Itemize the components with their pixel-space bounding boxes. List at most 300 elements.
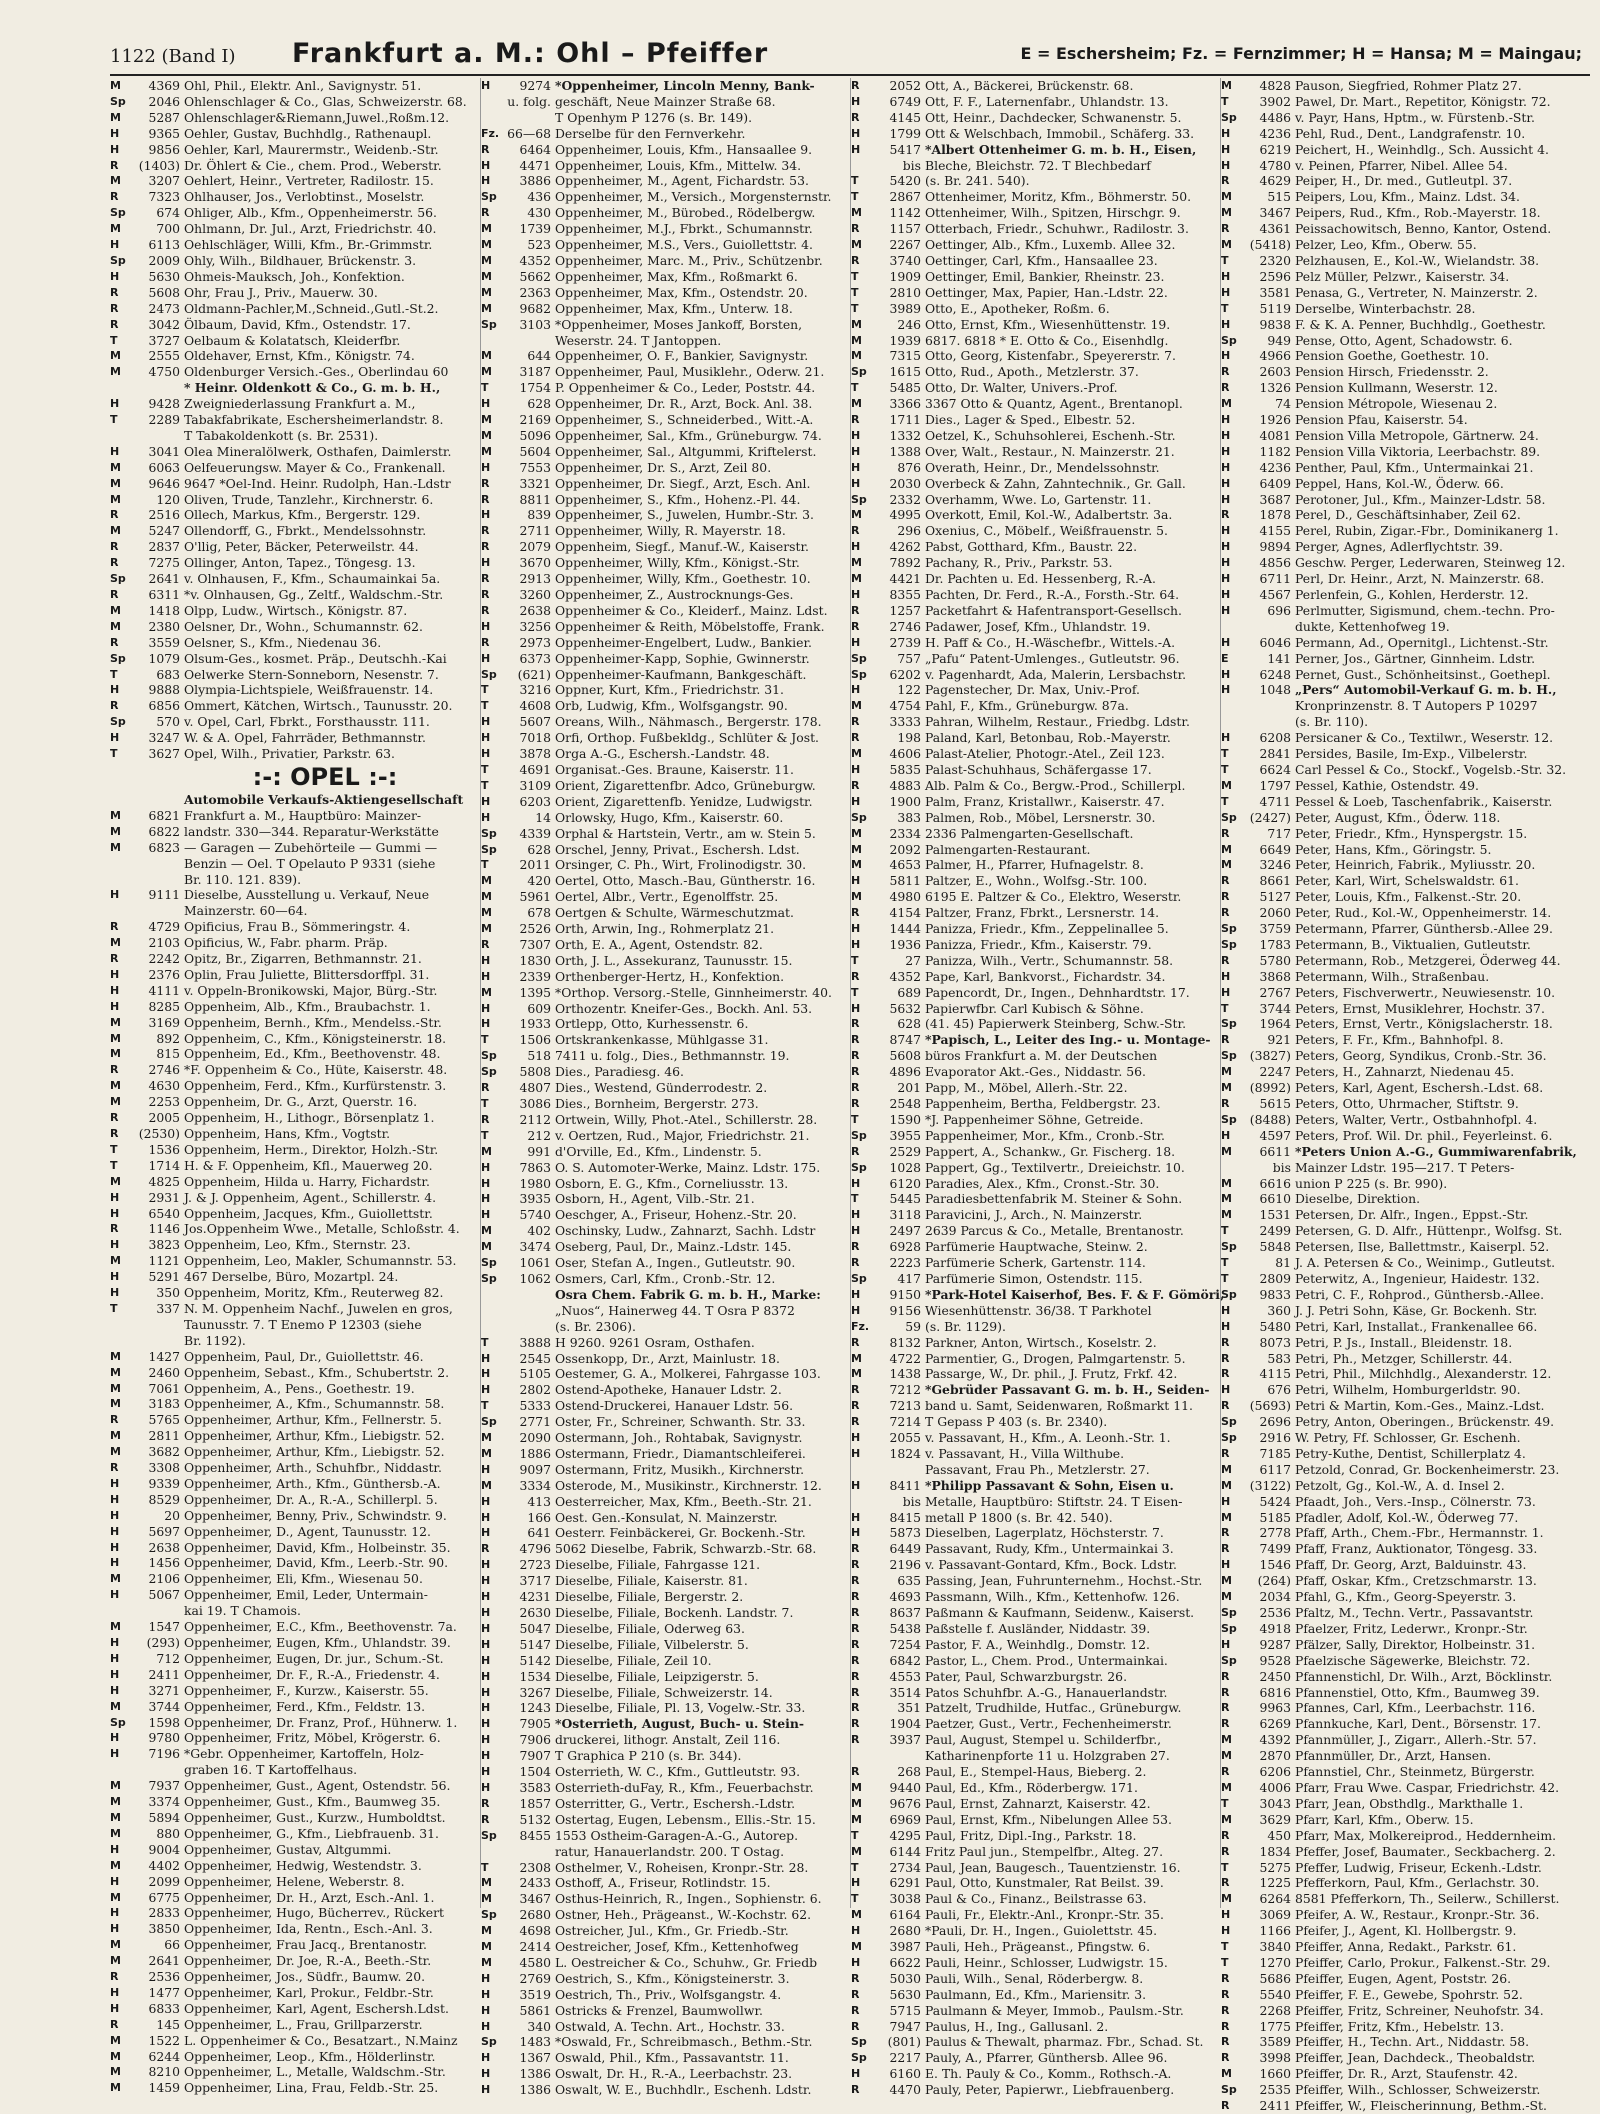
- phone-number: 198: [897, 730, 921, 746]
- directory-entry: [851, 1398, 1207, 1414]
- entry-text: Oppenheimer & Co., Kleiderf., Mainz. Ldst.: [555, 602, 828, 618]
- entry-text: Paul, Ernst, Kfm., Nibelungen Allee 53.: [925, 1811, 1172, 1827]
- directory-entry: [851, 810, 1207, 826]
- exchange-code: H: [851, 1176, 861, 1190]
- directory-entry: [110, 1126, 466, 1142]
- exchange-code: [110, 1762, 134, 1778]
- exchange-code: H: [481, 969, 491, 983]
- directory-entry: [110, 1253, 466, 1269]
- exchange-code: R: [851, 1765, 860, 1779]
- phone-number: [505, 1303, 555, 1319]
- exchange-code: Sp: [1221, 333, 1237, 347]
- entry-text: Paltzer, Franz, Fbrkt., Lersnerstr. 14.: [925, 905, 1160, 921]
- directory-entry: [110, 2017, 466, 2033]
- entry-text: Pfannmüller, Dr., Arzt, Hansen.: [1295, 1748, 1492, 1764]
- entry-text: Oelbaum & Kolatatsch, Kleiderfbr.: [184, 332, 401, 348]
- directory-entry: [110, 1094, 466, 1110]
- exchange-code: R: [481, 540, 490, 554]
- exchange-code: [481, 333, 505, 349]
- exchange-code: M: [110, 492, 121, 506]
- directory-entry: [481, 1462, 837, 1478]
- directory-entry: [110, 317, 466, 333]
- phone-number: 2723: [519, 1557, 551, 1573]
- entry-text: Panizza, Friedr., Kfm., Kaiserstr. 79.: [925, 936, 1152, 952]
- entry-text: Pessel, Kathie, Ostendstr. 49.: [1295, 777, 1480, 793]
- entry-text: Oldehaver, Ernst, Kfm., Königstr. 74.: [184, 348, 415, 364]
- exchange-code: Sp: [1221, 1112, 1237, 1126]
- directory-entry: [851, 857, 1207, 873]
- entry-text: Petzolt, Gg., Kol.-W., A. d. Insel 2.: [1295, 1477, 1505, 1493]
- exchange-code: H: [851, 588, 861, 601]
- exchange-code: M: [481, 985, 492, 999]
- directory-entry: [1221, 698, 1593, 714]
- exchange-code: H: [851, 428, 861, 442]
- phone-number: 2536: [1259, 1605, 1291, 1620]
- directory-entry: [110, 507, 466, 523]
- phone-number: 8411: [889, 1477, 921, 1493]
- exchange-code: H: [110, 1985, 120, 1999]
- phone-number: 3987: [889, 1939, 921, 1955]
- directory-entry: [110, 1396, 466, 1412]
- directory-entry: [851, 1319, 1207, 1335]
- directory-entry: [851, 651, 1207, 667]
- phone-number: 4729: [148, 919, 180, 935]
- directory-entry: [110, 173, 466, 189]
- directory-entry: [481, 1764, 837, 1780]
- directory-entry: [110, 460, 466, 476]
- phone-number: 1939: [889, 332, 921, 348]
- phone-number: 2433: [519, 1875, 551, 1891]
- exchange-code: R: [481, 476, 490, 490]
- exchange-code: H: [481, 1621, 491, 1635]
- directory-entry: [110, 380, 466, 396]
- entry-text: *Papisch, L., Leiter des Ing.- u. Montage-: [925, 1032, 1211, 1048]
- phone-number: 4553: [889, 1668, 921, 1684]
- phone-number: 5608: [889, 1048, 921, 1064]
- directory-entry: [851, 1271, 1207, 1287]
- phone-number: 8073: [1259, 1334, 1291, 1350]
- exchange-code: H: [481, 79, 491, 92]
- exchange-code: Sp: [481, 842, 497, 856]
- phone-number: 9365: [148, 125, 180, 141]
- directory-entry: [110, 903, 466, 919]
- phone-number: 2460: [148, 1364, 180, 1380]
- directory-entry: [481, 953, 837, 969]
- exchange-code: [851, 1494, 875, 1510]
- directory-entry: [110, 1635, 466, 1651]
- exchange-code: H: [481, 460, 491, 474]
- entry-text: Paradies, Alex., Kfm., Cronst.-Str. 30.: [925, 1175, 1160, 1191]
- entry-text: Oppenheimer, Willy, R. Mayerstr. 18.: [555, 523, 786, 539]
- directory-entry: [481, 2019, 837, 2035]
- entry-text: Palm, Franz, Kristallwr., Kaiserstr. 47.: [925, 793, 1165, 809]
- entry-text: T Graphica P 210 (s. Br. 344).: [555, 1748, 742, 1764]
- exchange-code: R: [1221, 174, 1230, 188]
- directory-entry: [110, 967, 466, 983]
- entry-text: Oppenheim, H., Lithogr., Börsenplatz 1.: [184, 1110, 435, 1126]
- entry-text: T Openhym P 1276 (s. Br. 149).: [555, 109, 753, 125]
- entry-text: Pachany, R., Priv., Parkstr. 53.: [925, 555, 1113, 571]
- exchange-code: H: [481, 953, 491, 967]
- exchange-code: T: [110, 413, 118, 427]
- directory-entry: [481, 317, 837, 333]
- phone-number: 641: [527, 1525, 551, 1541]
- directory-entry: [110, 730, 466, 746]
- phone-number: 1142: [889, 205, 921, 221]
- phone-number: 4693: [889, 1589, 921, 1605]
- directory-entry: [110, 285, 466, 301]
- phone-number: 1711: [889, 412, 921, 428]
- directory-entry: [481, 921, 837, 937]
- directory-entry: [1221, 1764, 1593, 1780]
- entry-text: Oppenheim, Moritz, Kfm., Reuterweg 82.: [184, 1285, 444, 1301]
- exchange-code: M: [851, 397, 862, 411]
- phone-number: 3840: [1259, 1939, 1291, 1955]
- entry-text: Opel, Wilh., Privatier, Parkstr. 63.: [184, 746, 395, 762]
- phone-number: 340: [527, 2018, 551, 2034]
- exchange-code: Sp: [110, 572, 126, 586]
- entry-text: Ölbaum, David, Kfm., Ostendstr. 17.: [184, 316, 411, 332]
- entry-text: Oppenheimer, Gust., Agent, Ostendstr. 56.: [184, 1778, 451, 1794]
- phone-number: [134, 856, 184, 872]
- phone-number: 337: [156, 1300, 180, 1316]
- entry-text: Patos Schuhfbr. A.-G., Hanauerlandstr.: [925, 1684, 1168, 1700]
- directory-entry: [110, 999, 466, 1015]
- exchange-code: M: [110, 1095, 121, 1109]
- directory-entry: [110, 1730, 466, 1746]
- exchange-code: R: [851, 1685, 860, 1699]
- directory-entry: [481, 1494, 837, 1510]
- exchange-code: R: [1221, 2051, 1230, 2065]
- phone-number: 4339: [519, 825, 551, 841]
- exchange-code: H: [1221, 413, 1231, 427]
- exchange-code: M: [110, 476, 121, 490]
- phone-number: 4856: [1259, 555, 1291, 571]
- directory-entry: [851, 173, 1207, 189]
- directory-entry: [481, 1303, 837, 1319]
- phone-number: 2034: [1259, 1589, 1291, 1605]
- phone-number: 1534: [519, 1668, 551, 1684]
- directory-entry: [851, 78, 1207, 94]
- phone-number: 6928: [889, 1239, 921, 1255]
- phone-number: 7196: [148, 1746, 180, 1762]
- phone-number: 1438: [889, 1366, 921, 1382]
- exchange-code: R: [1221, 826, 1230, 840]
- phone-number: 2535: [1259, 2082, 1291, 2098]
- entry-text: 6817. 6818 * E. Otto & Co., Eisenhdlg.: [925, 332, 1169, 348]
- phone-number: bis: [902, 157, 921, 173]
- entry-text: Pension Villa Metropole, Gärtnerw. 24.: [1295, 427, 1539, 443]
- phone-number: 7254: [889, 1636, 921, 1652]
- entry-text: Paulus, H., Ing., Gallusanl. 2.: [925, 2018, 1109, 2034]
- exchange-code: R: [1221, 1844, 1230, 1858]
- exchange-code: M: [110, 1572, 121, 1586]
- exchange-code: M: [851, 826, 862, 840]
- phone-number: 5630: [889, 1986, 921, 2002]
- phone-number: 5715: [889, 2002, 921, 2018]
- phone-number: 4750: [148, 364, 180, 380]
- page-title: Frankfurt a. M.: Ohl – Pfeiffer: [292, 38, 769, 69]
- exchange-code: H: [1221, 428, 1231, 442]
- directory-entry: [110, 619, 466, 635]
- directory-entry: [1221, 714, 1593, 730]
- exchange-code: T: [110, 667, 118, 681]
- phone-number: 4145: [889, 109, 921, 125]
- directory-entry: [851, 492, 1207, 508]
- exchange-code: Sp: [110, 206, 126, 220]
- directory-entry: [481, 364, 837, 380]
- phone-number: 145: [156, 2016, 180, 2032]
- directory-entry: [481, 842, 837, 858]
- directory-entry: [110, 1221, 466, 1237]
- exchange-code: M: [1221, 858, 1232, 872]
- entry-text: Palmen, Rob., Möbel, Lersnerstr. 30.: [925, 809, 1156, 825]
- entry-text: T Gepass P 403 (s. Br. 2340).: [925, 1414, 1108, 1430]
- phone-number: 6711: [1259, 571, 1291, 587]
- directory-entry: [851, 1335, 1207, 1351]
- phone-number: 8132: [889, 1334, 921, 1350]
- entry-text: Oppenheim, A., Pens., Goethestr. 19.: [184, 1380, 415, 1396]
- exchange-code: H: [481, 556, 491, 570]
- directory-entry: [1221, 142, 1593, 158]
- phone-number: 3271: [148, 1682, 180, 1698]
- phone-number: 1886: [519, 1445, 551, 1461]
- phone-number: 6610: [1259, 1191, 1291, 1207]
- phone-number: 1547: [148, 1619, 180, 1635]
- phone-number: 5861: [519, 2002, 551, 2018]
- phone-number: 1477: [148, 1984, 180, 2000]
- exchange-code: H: [481, 2003, 491, 2017]
- directory-entry: [851, 1669, 1207, 1685]
- entry-text: E. Th. Pauly & Co., Komm., Rothsch.-A.: [925, 2066, 1172, 2082]
- phone-number: 3823: [148, 1237, 180, 1253]
- phone-number: 8285: [148, 998, 180, 1014]
- exchange-code: H: [110, 1508, 120, 1522]
- exchange-code: M: [851, 1940, 862, 1954]
- entry-text: Oppenheimer, Gust., Kfm., Baumweg 35.: [184, 1794, 441, 1810]
- phone-number: 7892: [889, 555, 921, 571]
- directory-entry: [481, 126, 837, 142]
- phone-number: 628: [527, 841, 551, 857]
- directory-entry: [1221, 1812, 1593, 1828]
- directory-entry: [851, 539, 1207, 555]
- entry-text: Ohly, Wilh., Bildhauer, Brückenstr. 3.: [184, 252, 417, 268]
- phone-number: 2973: [519, 634, 551, 650]
- directory-entry: [110, 348, 466, 364]
- entry-text: Otto, Ernst, Kfm., Wiesenhüttenstr. 19.: [925, 316, 1171, 332]
- phone-number: 4606: [889, 746, 921, 762]
- entry-text: Oest. Gen.-Konsulat, N. Mainzerstr.: [555, 1509, 778, 1525]
- exchange-code: H: [1221, 572, 1231, 586]
- entry-text: Olea Mineralölwerk, Osthafen, Daimlerstr.: [184, 443, 452, 459]
- phone-number: 2746: [148, 1062, 180, 1078]
- exchange-code: R: [481, 524, 490, 538]
- directory-entry: [851, 1112, 1207, 1128]
- exchange-code: M: [110, 1795, 121, 1809]
- exchange-code: R: [481, 603, 490, 617]
- phone-number: 8529: [148, 1491, 180, 1507]
- exchange-code: R: [110, 920, 119, 934]
- entry-text: Peters, Otto, Uhrmacher, Stiftstr. 9.: [1295, 1096, 1519, 1111]
- directory-entry: [1221, 1382, 1593, 1398]
- exchange-code: M: [1221, 1733, 1232, 1747]
- exchange-code: H: [851, 1526, 861, 1540]
- exchange-code: H: [851, 1287, 861, 1301]
- exchange-code: M: [481, 253, 492, 267]
- exchange-code: H: [851, 1446, 861, 1460]
- entry-text: Pfaltz, M., Techn. Vertr., Passavantstr.: [1295, 1605, 1534, 1620]
- entry-text: Otto, Georg, Kistenfabr., Speyererstr. 7.: [925, 348, 1176, 364]
- phone-number: 4980: [889, 889, 921, 905]
- exchange-code: H: [1221, 1558, 1231, 1572]
- directory-entry: [481, 1573, 837, 1589]
- exchange-code: R: [851, 731, 860, 745]
- directory-entry: [851, 317, 1207, 333]
- entry-text: Palast-Schuhhaus, Schäfergasse 17.: [925, 761, 1152, 777]
- phone-number: (264): [1257, 1573, 1291, 1589]
- phone-number: 6206: [1259, 1764, 1291, 1780]
- phone-number: 712: [156, 1650, 180, 1666]
- directory-entry: [110, 746, 466, 762]
- exchange-code: R: [851, 969, 860, 983]
- phone-number: 166: [527, 1509, 551, 1525]
- exchange-code: T: [481, 1335, 489, 1349]
- entry-text: Pape, Karl, Bankvorst., Fichardstr. 34.: [925, 968, 1166, 984]
- phone-number: 635: [897, 1573, 921, 1589]
- directory-entry: [851, 1223, 1207, 1239]
- directory-entry: [1221, 2050, 1593, 2066]
- entry-text: Wiesenhüttenstr. 36/38. T Parkhotel: [925, 1302, 1152, 1318]
- phone-number: 2802: [519, 1382, 551, 1398]
- phone-number: 2334: [889, 825, 921, 841]
- phone-number: 1878: [1259, 507, 1291, 523]
- exchange-code: R: [1221, 1828, 1230, 1842]
- exchange-code: R: [110, 699, 119, 713]
- exchange-code: M: [851, 508, 862, 522]
- directory-entry: [481, 1860, 837, 1876]
- phone-number: 3069: [1259, 1907, 1291, 1923]
- directory-entry: [851, 142, 1207, 158]
- exchange-code: H: [1221, 1303, 1231, 1317]
- entry-text: Benzin — Oel. T Opelauto P 9331 (siehe: [184, 855, 436, 871]
- entry-text: landstr. 330—344. Reparatur-Werkstätte: [184, 823, 439, 839]
- exchange-code: H: [481, 1653, 491, 1667]
- exchange-code: R: [851, 1256, 860, 1270]
- exchange-code: T: [481, 1860, 489, 1874]
- directory-entry: [110, 539, 466, 555]
- entry-text: graben 16. T Kartoffelhaus.: [184, 1762, 358, 1778]
- directory-entry: [1221, 1860, 1593, 1876]
- exchange-code: M: [110, 2033, 121, 2047]
- directory-entry: [481, 1160, 837, 1176]
- entry-text: Passavant, Frau Ph., Metzlerstr. 27.: [925, 1461, 1150, 1477]
- phone-number: 9097: [519, 1461, 551, 1477]
- directory-entry: [1221, 1319, 1593, 1335]
- phone-number: 1754: [519, 380, 551, 396]
- directory-entry: [851, 1573, 1207, 1589]
- exchange-code: T: [1221, 1256, 1229, 1270]
- directory-entry: [851, 921, 1207, 937]
- phone-number: 3687: [1259, 491, 1291, 507]
- directory-entry: [1221, 1160, 1593, 1176]
- entry-text: Tabakfabrikate, Eschersheimerlandstr. 8.: [184, 412, 444, 428]
- exchange-code: R: [1221, 365, 1230, 379]
- phone-number: 678: [527, 905, 551, 921]
- directory-entry: [851, 2066, 1207, 2082]
- directory-entry: [481, 905, 837, 921]
- phone-number: [1245, 714, 1295, 730]
- exchange-code: H: [1221, 1319, 1231, 1333]
- phone-number: 4780: [1259, 157, 1291, 173]
- exchange-code: M: [110, 603, 121, 617]
- exchange-code: M: [1221, 1208, 1232, 1222]
- exchange-code: M: [110, 110, 121, 124]
- phone-number: 2641: [148, 571, 180, 587]
- directory-entry: [481, 1176, 837, 1192]
- directory-entry: [110, 1746, 466, 1762]
- entry-text: Pfeiffer, F. E., Gewebe, Spohrstr. 52.: [1295, 1986, 1523, 2002]
- phone-number: 3041: [148, 443, 180, 459]
- phone-number: 4828: [1259, 78, 1291, 93]
- exchange-code: H: [851, 1224, 861, 1238]
- directory-entry: [110, 1269, 466, 1285]
- phone-number: 3334: [519, 1477, 551, 1493]
- exchange-code: M: [851, 858, 862, 872]
- entry-text: Ott, A., Bäckerei, Brückenstr. 68.: [925, 78, 1134, 93]
- entry-text: Oppenheimer, F., Kurzw., Kaiserstr. 55.: [184, 1682, 429, 1698]
- exchange-code: R: [1221, 1526, 1230, 1540]
- directory-entry: [110, 1794, 466, 1810]
- entry-text: H. & F. Oppenheim, Kfl., Mauerweg 20.: [184, 1157, 433, 1173]
- exchange-code: H: [481, 158, 491, 172]
- exchange-code: [481, 1319, 505, 1335]
- entry-text: Petri, P. Js., Install., Bleidenstr. 18.: [1295, 1334, 1513, 1350]
- directory-entry: [481, 1446, 837, 1462]
- entry-text: Peissachowitsch, Benno, Kantor, Ostend.: [1295, 221, 1552, 237]
- entry-text: Br. 1192).: [184, 1332, 246, 1348]
- phone-number: 7553: [519, 459, 551, 475]
- entry-text: Oppenheimer, Ida, Rentn., Esch.-Anl. 3.: [184, 1921, 433, 1937]
- entry-text: Olympia-Lichtspiele, Weißfrauenstr. 14.: [184, 682, 434, 698]
- exchange-code: H: [851, 1510, 861, 1524]
- entry-text: Pauli, Heh., Prägeanst., Pfingstw. 6.: [925, 1939, 1151, 1955]
- directory-entry: [481, 587, 837, 603]
- phone-number: 6063: [148, 459, 180, 475]
- entry-text: W. & A. Opel, Fahrräder, Bethmannstr.: [184, 730, 426, 746]
- exchange-code: [110, 872, 134, 888]
- exchange-code: [110, 380, 134, 396]
- phone-number: 2767: [1259, 984, 1291, 1000]
- exchange-code: R: [110, 588, 119, 601]
- entry-text: Ostermann, Fritz, Musikh., Kirchnerstr.: [555, 1461, 805, 1477]
- phone-number: 3935: [519, 1191, 551, 1207]
- directory-entry: [851, 889, 1207, 905]
- directory-entry: [110, 1062, 466, 1078]
- phone-number: 5540: [1259, 1986, 1291, 2002]
- exchange-code: H: [110, 269, 120, 283]
- entry-text: Oppenheimer, Gustav, Altgummi.: [184, 1841, 392, 1857]
- directory-entry: [851, 1430, 1207, 1446]
- entry-text: Dies., Bornheim, Bergerstr. 273.: [555, 1096, 759, 1111]
- exchange-code: H: [1221, 158, 1231, 172]
- exchange-code: M: [110, 1397, 121, 1411]
- exchange-code: Sp: [481, 1908, 497, 1922]
- directory-entry: [110, 1046, 466, 1062]
- directory-entry: [110, 1349, 466, 1365]
- phone-number: 696: [1267, 602, 1291, 618]
- entry-text: Paßmann & Kaufmann, Seidenw., Kaiserst.: [925, 1605, 1195, 1620]
- directory-entry: [851, 126, 1207, 142]
